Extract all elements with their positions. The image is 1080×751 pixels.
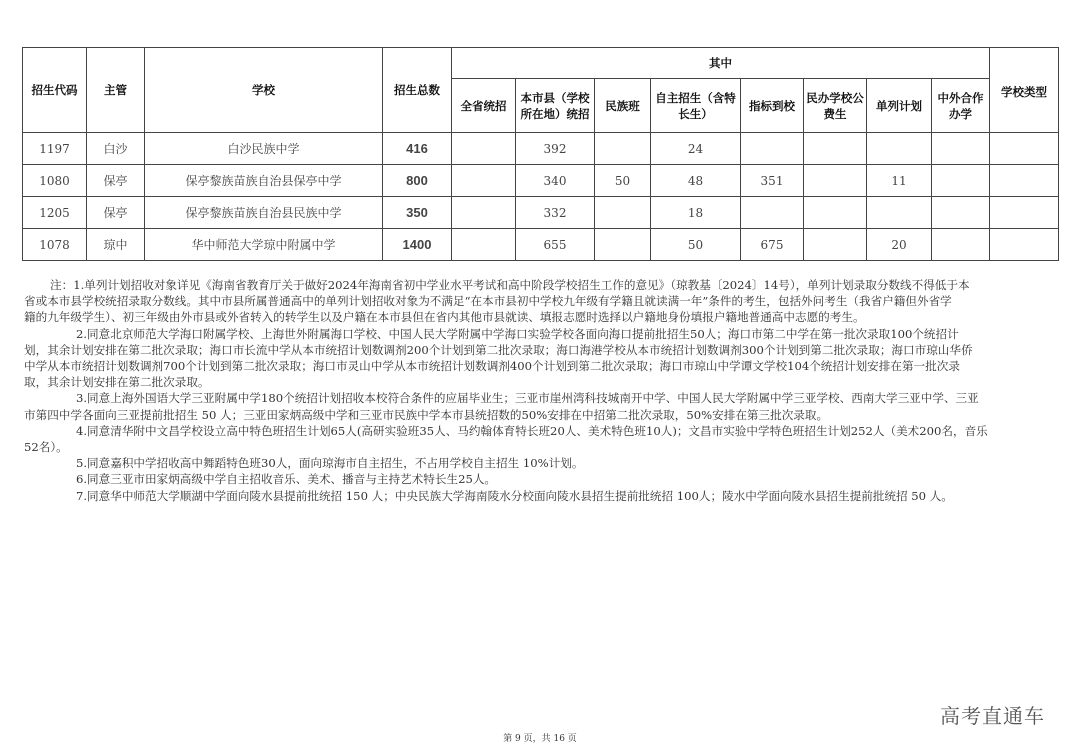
cell-total: 350 (383, 197, 452, 229)
cell-value (867, 133, 932, 165)
cell-value (990, 197, 1059, 229)
header-code: 招生代码 (23, 48, 87, 133)
cell-value (932, 165, 990, 197)
cell-value: 20 (867, 229, 932, 261)
cell-value: 392 (516, 133, 595, 165)
note-line: 4.同意清华附中文昌学校设立高中特色班招生计划65人(高研实验班35人、马约翰体育特长班20人、美术特色班10人)；文昌市实验中学特色班招生计划252人（美术200名，音乐 (76, 423, 988, 438)
note-line: 取，其余计划安排在第二批次录取。 (24, 375, 210, 390)
header-school: 学校 (145, 48, 383, 133)
cell-value (932, 133, 990, 165)
cell-total: 800 (383, 165, 452, 197)
cell-total: 416 (383, 133, 452, 165)
cell-value (452, 197, 516, 229)
cell-value: 50 (595, 165, 651, 197)
cell-value: 11 (867, 165, 932, 197)
note-line: 省或本市县学校统招录取分数线。其中市县所属普通高中的单列计划招收对象为不满足“在本市县初中学校九年级有学籍且就读满一年”条件的考生，包括外问考生（我省户籍但外省学 (24, 294, 952, 309)
note-line: 7.同意华中师范大学顺湖中学面向陵水县提前批统招 150 人；中央民族大学海南陵水分校面向陵水县招生提前批统招 100人；陵水中学面向陵水县招生提前批统招 50 人。 (76, 488, 953, 503)
cell-school: 华中师范大学琼中附属中学 (145, 229, 383, 261)
cell-value: 50 (651, 229, 741, 261)
cell-value (804, 133, 867, 165)
note-line: 5.同意嘉积中学招收高中舞蹈特色班30人，面向琼海市自主招生，不占用学校自主招生 10%计划。 (76, 456, 584, 471)
cell-value (804, 197, 867, 229)
note-line: 52名）。 (24, 440, 68, 455)
note-line: 注：1.单列计划招收对象详见《海南省教育厅关于做好2024年海南省初中学业水平考试和高中阶段学校招生工作的意见》（琼教基〔2024〕14号），单列计划录取分数线不得低于本 (50, 278, 970, 292)
cell-value (990, 133, 1059, 165)
cell-code: 1078 (23, 229, 87, 261)
cell-value (452, 165, 516, 197)
note-line: 市第四中学各面向三亚提前批招生 50 人；三亚田家炳高级中学和三亚市民族中学本市县统招数的50%安排在中招第二批次录取，50%安排在第三批次录取。 (24, 407, 829, 422)
cell-value: 24 (651, 133, 741, 165)
enrollment-table (22, 47, 1059, 261)
cell-total: 1400 (383, 229, 452, 261)
header-total: 招生总数 (383, 48, 452, 133)
note-line: 6.同意三亚市田家炳高级中学自主招收音乐、美术、播音与主持艺术特长生25人。 (76, 472, 497, 487)
cell-value: 340 (516, 165, 595, 197)
header-sub: 中外合作办学 (932, 79, 990, 133)
cell-school: 保亭黎族苗族自治县保亭中学 (145, 165, 383, 197)
cell-code: 1197 (23, 133, 87, 165)
cell-school: 保亭黎族苗族自治县民族中学 (145, 197, 383, 229)
cell-value: 18 (651, 197, 741, 229)
header-sub: 本市县（学校所在地）统招 (516, 79, 595, 133)
cell-value (990, 229, 1059, 261)
cell-value: 675 (741, 229, 804, 261)
note-line: 中学从本市统招计划数调剂700个计划到第二批次录取；海口市灵山中学从本市统招计划数调剂400个计划到第二批次录取；海口市琼山中学谭文学校104个统招计划安排在第一批次录 (24, 359, 960, 374)
header-sub: 自主招生（含特长生） (651, 79, 741, 133)
header-authority: 主管 (87, 48, 145, 133)
cell-value (741, 197, 804, 229)
cell-authority: 保亭 (87, 197, 145, 229)
cell-value (867, 197, 932, 229)
cell-school: 白沙民族中学 (145, 133, 383, 165)
cell-value: 351 (741, 165, 804, 197)
notes (24, 277, 1058, 504)
header-sub: 民族班 (595, 79, 651, 133)
header-group: 其中 (452, 48, 990, 79)
cell-value (741, 133, 804, 165)
table-row (23, 165, 1059, 197)
header-sub: 指标到校 (741, 79, 804, 133)
cell-value: 332 (516, 197, 595, 229)
page-footer: 第 9 页，共 16 页 (503, 734, 577, 744)
note-line: 籍的九年级学生）、初三年级由外市县或外省转入的转学生以及户籍在本市县但在省内其他市县就读、填报志愿时选择以户籍地身份填报户籍地普通高中志愿的考生。 (24, 310, 865, 325)
cell-authority: 琼中 (87, 229, 145, 261)
cell-value (452, 133, 516, 165)
cell-code: 1205 (23, 197, 87, 229)
table-row (23, 197, 1059, 229)
cell-value (804, 229, 867, 261)
note-line: 3.同意上海外国语大学三亚附属中学180个统招计划招收本校符合条件的应届毕业生；三亚市崖州湾科技城南开中学、中国人民大学附属中学三亚学校、西南大学三亚中学、三亚 (76, 391, 979, 406)
cell-value: 655 (516, 229, 595, 261)
header-type: 学校类型 (990, 48, 1059, 133)
header-sub: 单列计划 (867, 79, 932, 133)
cell-authority: 保亭 (87, 165, 145, 197)
note-line: 划，其余计划安排在第二批次录取；海口市长流中学从本市统招计划数调剂200个计划到第二批次录取；海口海港学校从本市统招计划数调剂300个计划到第二批次录取；海口市琼山华侨 (24, 342, 973, 357)
cell-value (452, 229, 516, 261)
cell-value (595, 197, 651, 229)
cell-value (932, 197, 990, 229)
cell-value: 48 (651, 165, 741, 197)
table-row (23, 229, 1059, 261)
cell-value (932, 229, 990, 261)
cell-value (595, 229, 651, 261)
cell-value (595, 133, 651, 165)
cell-authority: 白沙 (87, 133, 145, 165)
cell-value (990, 165, 1059, 197)
cell-code: 1080 (23, 165, 87, 197)
note-line: 2.同意北京师范大学海口附属学校、上海世外附属海口学校、中国人民大学附属中学海口实验学校各面向海口提前批招生50人；海口市第二中学在第一批次录取100个统招计 (76, 326, 959, 341)
cell-value (804, 165, 867, 197)
header-sub: 全省统招 (452, 79, 516, 133)
table-row (23, 133, 1059, 165)
header-sub: 民办学校公费生 (804, 79, 867, 133)
watermark: 高考直通车 (940, 704, 1045, 728)
